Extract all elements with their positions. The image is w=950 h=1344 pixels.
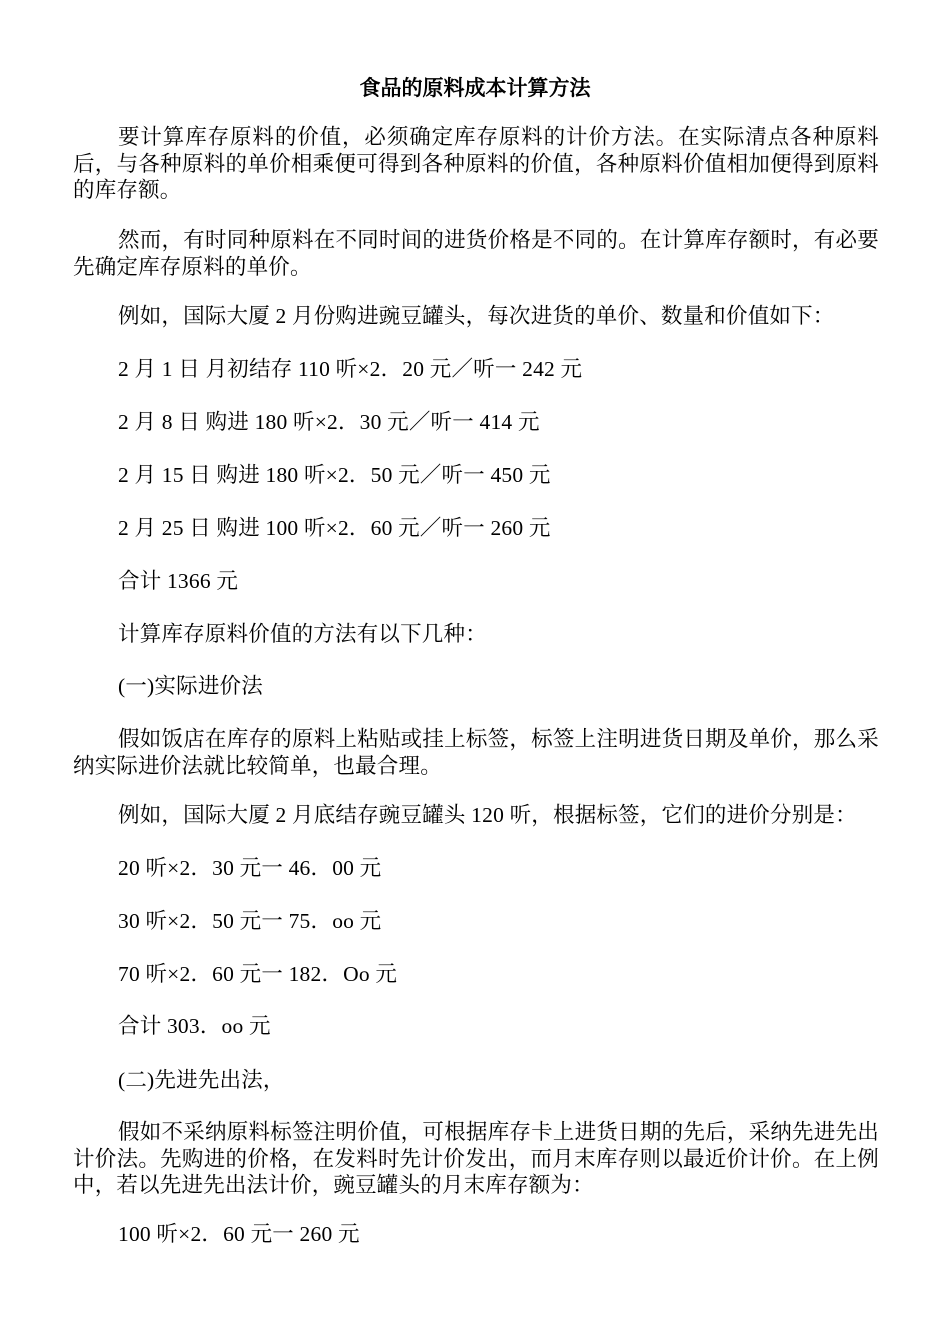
- purchase-line-4: 2 月 25 日 购进 100 听×2．60 元／听一 260 元: [118, 516, 551, 540]
- purchase-total: 合计 1366 元: [118, 569, 239, 593]
- paragraph-intro: 要计算库存原料的价值，必须确定库存原料的计价方法。在实际清点各种原料后，与各种原料的单价相乘便可得到各种原料的价值，各种原料价值相加便得到原料的库存额。: [73, 125, 879, 202]
- purchase-line-1: 2 月 1 日 月初结存 110 听×2．20 元／听一 242 元: [118, 357, 583, 381]
- purchase-line-2: 2 月 8 日 购进 180 听×2．30 元／听一 414 元: [118, 410, 540, 434]
- paragraph-unit-price: 然而，有时同种原料在不同时间的进货价格是不同的。在计算库存额时，有必要先确定库存原料的单价。: [73, 228, 879, 279]
- stock-line-3: 70 听×2．60 元一 182．Oo 元: [118, 962, 398, 986]
- paragraph-actual-price: 假如饭店在库存的原料上粘贴或挂上标签，标签上注明进货日期及单价，那么采纳实际进价法就比较简单，也最合理。: [73, 727, 879, 778]
- stock-line-1: 20 听×2．30 元一 46．00 元: [118, 856, 382, 880]
- paragraph-stock-example: 例如，国际大厦 2 月底结存豌豆罐头 120 听，根据标签，它们的进价分别是：: [118, 803, 857, 827]
- fifo-line-1: 100 听×2．60 元一 260 元: [118, 1222, 360, 1246]
- paragraph-example: 例如，国际大厦 2 月份购进豌豆罐头，每次进货的单价、数量和价值如下：: [118, 304, 835, 328]
- stock-line-2: 30 听×2．50 元一 75．oo 元: [118, 909, 382, 933]
- section-heading-actual-price: (一)实际进价法: [118, 674, 263, 698]
- paragraph-methods: 计算库存原料价值的方法有以下几种：: [118, 622, 487, 646]
- stock-total: 合计 303．oo 元: [118, 1014, 271, 1038]
- purchase-line-3: 2 月 15 日 购进 180 听×2．50 元／听一 450 元: [118, 463, 551, 487]
- paragraph-fifo: 假如不采纳原料标签注明价值，可根据库存卡上进货日期的先后，采纳先进先出计价法。先购进的价格，在发料时先计价发出，而月末库存则以最近价计价。在上例中，若以先进先出法计价，豌豆罐头的月末库存额为：: [73, 1120, 879, 1197]
- section-heading-fifo: (二)先进先出法，: [118, 1068, 285, 1092]
- document-title: 食品的原料成本计算方法: [359, 76, 591, 100]
